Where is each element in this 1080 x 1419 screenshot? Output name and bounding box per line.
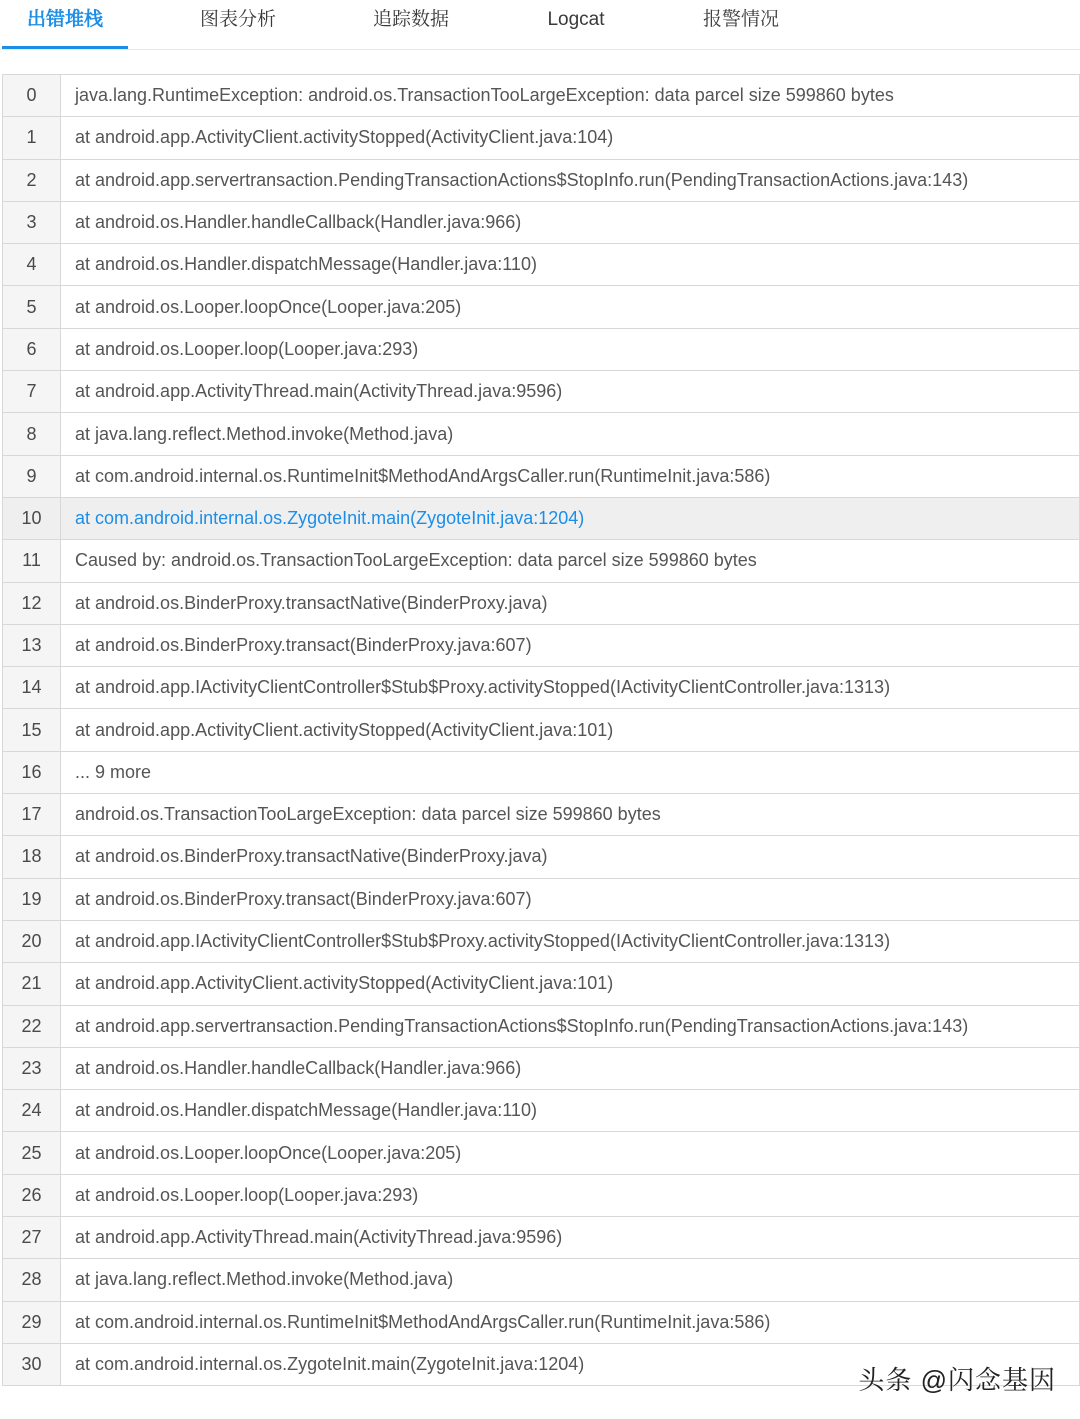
stack-trace-table: [2, 74, 1080, 1386]
stack-row-text: at android.os.Looper.loop(Looper.java:293): [61, 1174, 1080, 1216]
stack-row-text: at android.os.Handler.dispatchMessage(Handler.java:110): [61, 244, 1080, 286]
stack-row-text: at android.app.servertransaction.PendingTransactionActions$StopInfo.run(PendingTransactionActions.java:143): [61, 159, 1080, 201]
stack-row[interactable]: [3, 497, 1080, 539]
stack-row[interactable]: [3, 920, 1080, 962]
stack-row-text: at android.app.ActivityClient.activityStopped(ActivityClient.java:101): [61, 709, 1080, 751]
stack-row[interactable]: [3, 794, 1080, 836]
stack-row-text: java.lang.RuntimeException: android.os.TransactionTooLargeException: data parcel size 599860 bytes: [61, 75, 1080, 117]
stack-row-text: at com.android.internal.os.ZygoteInit.main(ZygoteInit.java:1204): [61, 1343, 1080, 1385]
stack-row[interactable]: [3, 1090, 1080, 1132]
stack-row-index: 21: [3, 963, 61, 1005]
stack-row[interactable]: [3, 751, 1080, 793]
tab-trace-data[interactable]: 追踪数据: [372, 9, 449, 30]
stack-row-index: 12: [3, 582, 61, 624]
stack-row-text: at java.lang.reflect.Method.invoke(Method.java): [61, 413, 1080, 455]
stack-row[interactable]: [3, 878, 1080, 920]
stack-row[interactable]: [3, 667, 1080, 709]
stack-row-text: at java.lang.reflect.Method.invoke(Method.java): [61, 1259, 1080, 1301]
stack-row-text: at com.android.internal.os.RuntimeInit$MethodAndArgsCaller.run(RuntimeInit.java:586): [61, 455, 1080, 497]
stack-row-text: at android.os.BinderProxy.transactNative(BinderProxy.java): [61, 836, 1080, 878]
stack-row-index: 13: [3, 624, 61, 666]
stack-row-index: 29: [3, 1301, 61, 1343]
stack-row[interactable]: [3, 1047, 1080, 1089]
stack-row-index: 24: [3, 1090, 61, 1132]
stack-row-text: at android.os.Looper.loopOnce(Looper.java:205): [61, 286, 1080, 328]
stack-row-text: at android.os.Handler.dispatchMessage(Handler.java:110): [61, 1090, 1080, 1132]
stack-row[interactable]: [3, 540, 1080, 582]
stack-row-index: 2: [3, 159, 61, 201]
stack-row[interactable]: [3, 1301, 1080, 1343]
stack-row[interactable]: [3, 963, 1080, 1005]
stack-row-text: at android.app.ActivityClient.activityStopped(ActivityClient.java:101): [61, 963, 1080, 1005]
stack-row-text: at android.os.BinderProxy.transactNative(BinderProxy.java): [61, 582, 1080, 624]
stack-row-text: at android.os.Handler.handleCallback(Handler.java:966): [61, 1047, 1080, 1089]
tab-logcat[interactable]: Logcat: [547, 9, 605, 30]
stack-row-text: android.os.TransactionTooLargeException: data parcel size 599860 bytes: [61, 794, 1080, 836]
stack-row[interactable]: [3, 75, 1080, 117]
stack-row[interactable]: [3, 244, 1080, 286]
stack-row-text: Caused by: android.os.TransactionTooLargeException: data parcel size 599860 bytes: [61, 540, 1080, 582]
stack-row-index: 17: [3, 794, 61, 836]
stack-row-index: 0: [3, 75, 61, 117]
stack-row-index: 11: [3, 540, 61, 582]
stack-row-index: 23: [3, 1047, 61, 1089]
stack-row-text: at com.android.internal.os.ZygoteInit.main(ZygoteInit.java:1204): [61, 497, 1080, 539]
stack-row-index: 6: [3, 328, 61, 370]
stack-row-index: 9: [3, 455, 61, 497]
active-tab-indicator: [2, 46, 128, 49]
stack-row[interactable]: [3, 159, 1080, 201]
stack-row[interactable]: [3, 328, 1080, 370]
stack-row[interactable]: [3, 836, 1080, 878]
stack-row-text: at android.os.BinderProxy.transact(BinderProxy.java:607): [61, 624, 1080, 666]
stack-row-text: at android.app.IActivityClientController$Stub$Proxy.activityStopped(IActivityClientController.java:1313): [61, 667, 1080, 709]
tab-chart-analysis[interactable]: 图表分析: [199, 9, 276, 30]
stack-row-text: at android.app.servertransaction.PendingTransactionActions$StopInfo.run(PendingTransactionActions.java:143): [61, 1005, 1080, 1047]
stack-row[interactable]: [3, 582, 1080, 624]
stack-row-index: 30: [3, 1343, 61, 1385]
stack-row-index: 14: [3, 667, 61, 709]
stack-row-index: 1: [3, 117, 61, 159]
stack-row-text: at android.os.Handler.handleCallback(Handler.java:966): [61, 201, 1080, 243]
stack-row[interactable]: [3, 286, 1080, 328]
stack-row[interactable]: [3, 709, 1080, 751]
stack-row-text: at com.android.internal.os.RuntimeInit$MethodAndArgsCaller.run(RuntimeInit.java:586): [61, 1301, 1080, 1343]
stack-trace-body: [3, 75, 1080, 1386]
stack-row-index: 4: [3, 244, 61, 286]
stack-row[interactable]: [3, 1005, 1080, 1047]
tab-alerts[interactable]: 报警情况: [702, 9, 779, 30]
stack-row-index: 18: [3, 836, 61, 878]
watermark: 头条 @闪念基因: [858, 1365, 1056, 1395]
stack-row[interactable]: [3, 413, 1080, 455]
stack-row-text: at android.app.ActivityThread.main(ActivityThread.java:9596): [61, 371, 1080, 413]
stack-row[interactable]: [3, 371, 1080, 413]
stack-row-index: 10: [3, 497, 61, 539]
stack-row-text: at android.os.BinderProxy.transact(BinderProxy.java:607): [61, 878, 1080, 920]
stack-row[interactable]: [3, 1259, 1080, 1301]
stack-row-index: 16: [3, 751, 61, 793]
stack-row[interactable]: [3, 201, 1080, 243]
stack-row-index: 26: [3, 1174, 61, 1216]
stack-row[interactable]: [3, 1217, 1080, 1259]
stack-row-index: 19: [3, 878, 61, 920]
stack-row-index: 5: [3, 286, 61, 328]
stack-row-index: 7: [3, 371, 61, 413]
stack-row-text: at android.app.ActivityThread.main(ActivityThread.java:9596): [61, 1217, 1080, 1259]
stack-row-index: 15: [3, 709, 61, 751]
stack-row-index: 25: [3, 1132, 61, 1174]
stack-row-text: at android.app.IActivityClientController$Stub$Proxy.activityStopped(IActivityClientController.java:1313): [61, 920, 1080, 962]
stack-row-index: 22: [3, 1005, 61, 1047]
stack-row[interactable]: [3, 1174, 1080, 1216]
stack-row-index: 3: [3, 201, 61, 243]
tab-bar: [0, 0, 1080, 50]
stack-row[interactable]: [3, 455, 1080, 497]
stack-row[interactable]: [3, 117, 1080, 159]
stack-row[interactable]: [3, 1132, 1080, 1174]
stack-row-text: ... 9 more: [61, 751, 1080, 793]
stack-row[interactable]: [3, 624, 1080, 666]
stack-row-index: 20: [3, 920, 61, 962]
stack-row-text: at android.os.Looper.loopOnce(Looper.java:205): [61, 1132, 1080, 1174]
stack-row-index: 8: [3, 413, 61, 455]
stack-row-text: at android.app.ActivityClient.activityStopped(ActivityClient.java:104): [61, 117, 1080, 159]
stack-row-index: 27: [3, 1217, 61, 1259]
stack-row-text: at android.os.Looper.loop(Looper.java:293): [61, 328, 1080, 370]
stack-row-index: 28: [3, 1259, 61, 1301]
tab-error-stack[interactable]: 出错堆栈: [26, 9, 103, 30]
